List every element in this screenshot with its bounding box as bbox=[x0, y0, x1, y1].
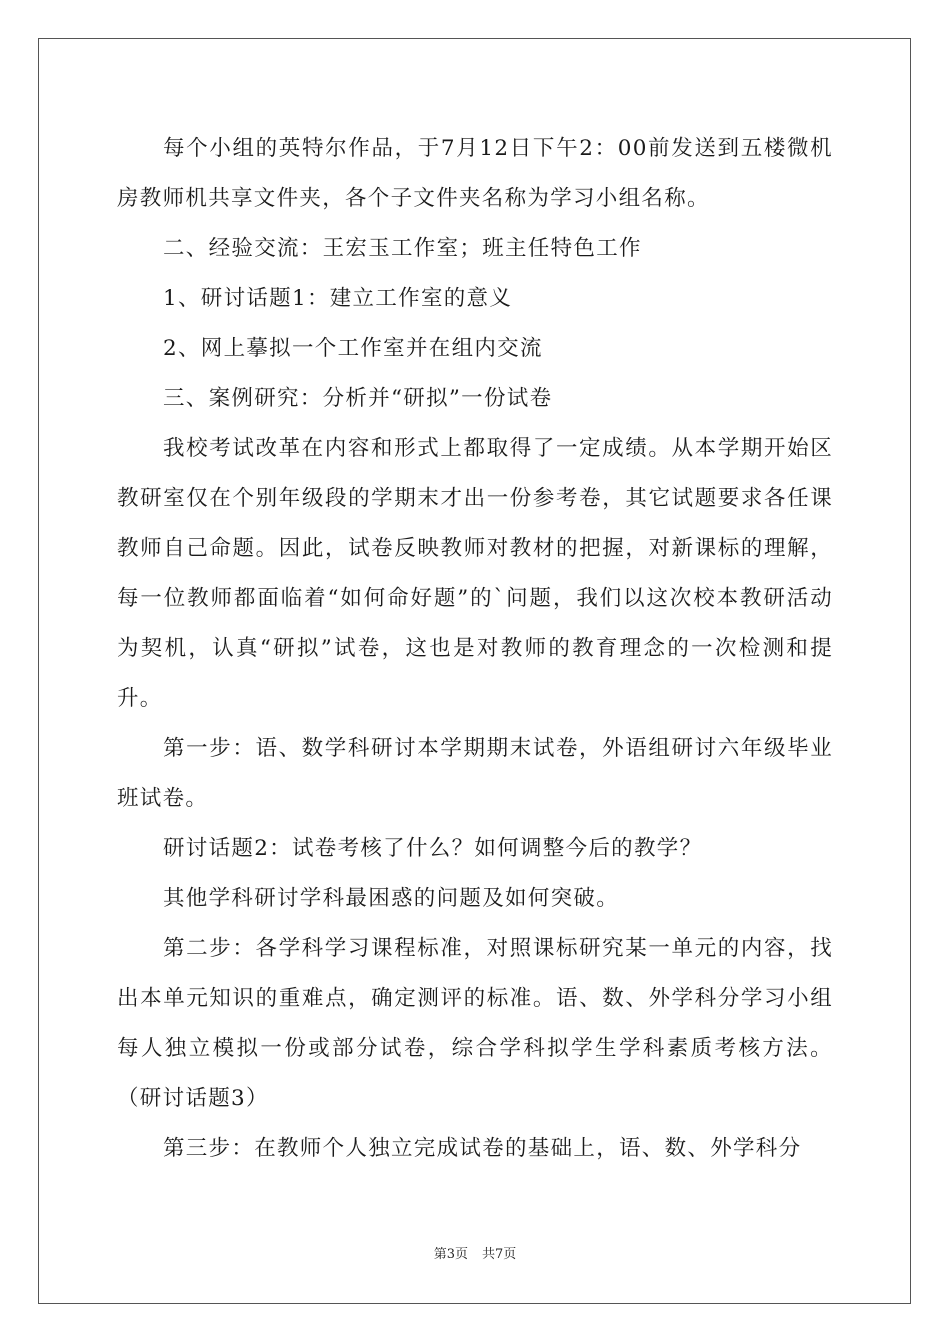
paragraph: 2、网上摹拟一个工作室并在组内交流 bbox=[163, 336, 543, 361]
paragraph: 每个小组的英特尔作品，于7月12日下午2：00前发送到五楼微机房教师机共享文件夹，各个子文件夹名称为学习小组名称。 bbox=[117, 136, 833, 211]
page-total: 共7页 bbox=[482, 1247, 517, 1262]
paragraph: 其他学科研讨学科最困惑的问题及如何突破。 bbox=[163, 886, 620, 911]
paragraph: 第一步：语、数学科研讨本学期期末试卷，外语组研讨六年级毕业班试卷。 bbox=[117, 736, 833, 811]
paragraph: 第三步：在教师个人独立完成试卷的基础上，语、数、外学科分 bbox=[163, 1136, 802, 1161]
page-footer bbox=[0, 1246, 950, 1264]
page-number: 第3页 bbox=[433, 1247, 468, 1262]
document-body bbox=[117, 124, 833, 1174]
paragraph: 三、案例研究：分析并“研拟”一份试卷 bbox=[163, 386, 553, 411]
paragraph: 第二步：各学科学习课程标准，对照课标研究某一单元的内容，找出本单元知识的重难点，确定测评的标准。语、数、外学科分学习小组每人独立模拟一份或部分试卷，综合学科拟学生学科素质考核方法。（研讨话题3） bbox=[117, 936, 833, 1111]
paragraph: 我校考试改革在内容和形式上都取得了一定成绩。从本学期开始区教研室仅在个别年级段的学期末才出一份参考卷，其它试题要求各任课教师自己命题。因此，试卷反映教师对教材的把握，对新课标的理解，每一位教师都面临着“如何命好题”的`问题，我们以这次校本教研活动为契机，认真“研拟”试卷，这也是对教师的教育理念的一次检测和提升。 bbox=[117, 436, 833, 711]
paragraph: 研讨话题2：试卷考核了什么？如何调整今后的教学？ bbox=[163, 836, 703, 861]
paragraph: 1、研讨话题1：建立工作室的意义 bbox=[163, 286, 513, 311]
paragraph: 二、经验交流：王宏玉工作室；班主任特色工作 bbox=[163, 236, 642, 261]
